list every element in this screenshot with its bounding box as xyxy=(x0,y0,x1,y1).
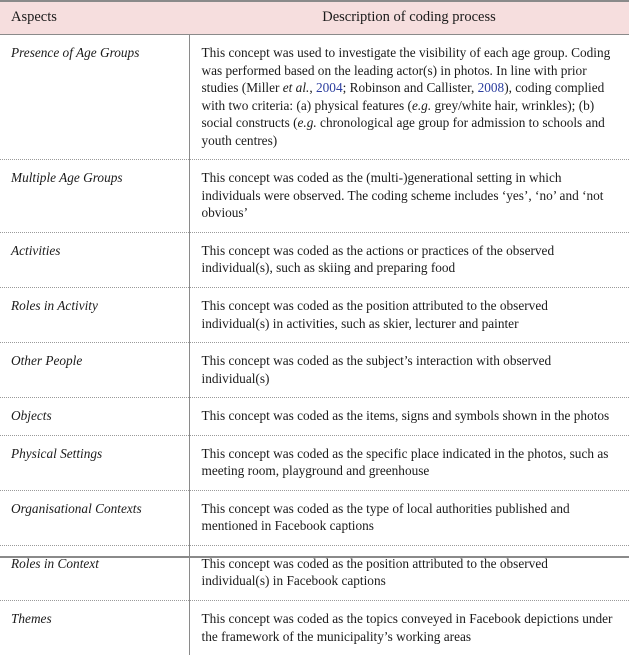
aspect-cell: Organisational Contexts xyxy=(0,490,189,545)
body-text: This concept was coded as the items, signs and symbols shown in the photos xyxy=(202,408,610,423)
aspect-cell: Roles in Context xyxy=(0,545,189,600)
description-cell xyxy=(189,398,629,436)
table-row xyxy=(0,545,629,600)
body-text: This concept was coded as the position attributed to the observed individual(s) in Facebook captions xyxy=(202,556,548,589)
description-cell xyxy=(189,601,629,655)
description-cell xyxy=(189,343,629,398)
table-body xyxy=(0,35,629,655)
table-row xyxy=(0,398,629,436)
table-row xyxy=(0,490,629,545)
description-cell xyxy=(189,435,629,490)
table-row xyxy=(0,35,629,160)
table-row xyxy=(0,601,629,655)
column-header-description: Description of coding process xyxy=(189,2,629,35)
body-text: This concept was coded as the position attributed to the observed individual(s) in activities, such as skier, lecturer and painter xyxy=(202,298,548,331)
table-row xyxy=(0,435,629,490)
aspect-cell: Multiple Age Groups xyxy=(0,160,189,233)
body-text: This concept was coded as the (multi-)generational setting in which individuals were observed. The coding scheme includes ‘yes’, ‘no’ and ‘not obvious’ xyxy=(202,170,604,220)
body-text: This concept was coded as the type of local authorities published and mentioned in Facebook captions xyxy=(202,501,570,534)
description-cell xyxy=(189,288,629,343)
body-text: This concept was coded as the actions or practices of the observed individual(s), such as skiing and preparing food xyxy=(202,243,555,276)
table-header-row xyxy=(0,2,629,35)
aspect-cell: Other People xyxy=(0,343,189,398)
emphasis-text: et al. xyxy=(283,80,310,95)
description-cell xyxy=(189,232,629,287)
aspect-cell: Physical Settings xyxy=(0,435,189,490)
body-text: This concept was coded as the specific place indicated in the photos, such as meeting room, playground and greenhouse xyxy=(202,446,609,479)
description-cell xyxy=(189,490,629,545)
body-text: ; Robinson and Callister, xyxy=(343,80,478,95)
emphasis-text: e.g. xyxy=(298,115,317,130)
description-cell xyxy=(189,35,629,160)
citation-link[interactable]: 2008 xyxy=(478,80,505,95)
aspect-cell: Objects xyxy=(0,398,189,436)
citation-link[interactable]: 2004 xyxy=(316,80,343,95)
table-row xyxy=(0,160,629,233)
body-text: This concept was coded as the subject’s interaction with observed individual(s) xyxy=(202,353,552,386)
column-header-aspects: Aspects xyxy=(0,2,189,35)
description-cell xyxy=(189,160,629,233)
emphasis-text: e.g. xyxy=(412,98,431,113)
aspect-cell: Roles in Activity xyxy=(0,288,189,343)
table-row xyxy=(0,232,629,287)
body-text: ), coding complied with two criteria: (a) physical features ( xyxy=(202,80,605,113)
description-cell xyxy=(189,545,629,600)
body-text: This concept was coded as the topics conveyed in Facebook depictions under the framework of the municipality’s working areas xyxy=(202,611,613,644)
table-header xyxy=(0,2,629,35)
body-text: grey/white hair, wrinkles); (b) social constructs ( xyxy=(202,98,595,131)
body-text: chronological age group for admission to schools and youth centres) xyxy=(202,115,605,148)
aspect-cell: Themes xyxy=(0,601,189,655)
table-row xyxy=(0,288,629,343)
table-row xyxy=(0,343,629,398)
coding-process-table xyxy=(0,2,629,655)
aspect-cell: Activities xyxy=(0,232,189,287)
body-text: This concept was used to investigate the visibility of each age group. Coding was performed based on the leading actor(s) in photos. In line with prior studies (Miller xyxy=(202,45,611,95)
aspect-cell: Presence of Age Groups xyxy=(0,35,189,160)
body-text: , xyxy=(309,80,316,95)
